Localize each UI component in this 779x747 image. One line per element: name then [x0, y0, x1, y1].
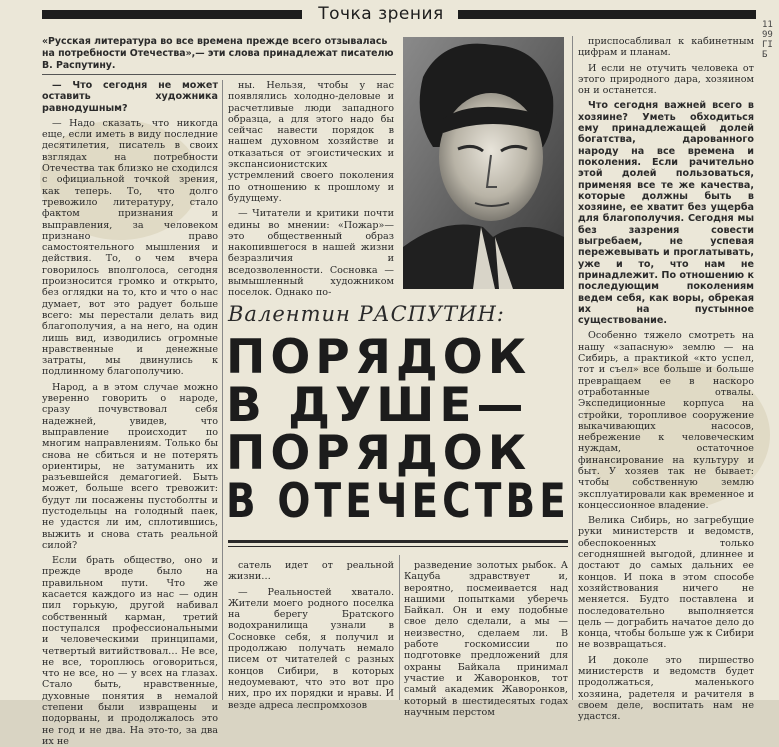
article-paragraph: — Реальностей хватало. Жители моего родного поселка на берегу Братского водохранилища узнали в Сосновке себя, я получил и продолжаю получать немало писем от читателей с разных концов Сибири, в которых недоумевают, что это вот про них, про их порядки и нравы. И везде адреса леспромхозов: [228, 586, 394, 711]
edge-margin-text: [762, 20, 773, 60]
article-paragraph: Велика Сибирь, но загребущие руки министерств и ведомств, обеспокоенных только сегодняшней выгодой, длиннее и достают до самых дальних ее концов. И пока в этом способе хозяйствования ничего не меняется. Будто поставлена и последовательно выполняется цель — дограбить начатое дело до конца, чтобы больше уж к Сибири не возвращаться.: [578, 515, 754, 651]
lead-in-quote: «Русская литература во все времена прежде всего отзывалась на потребности Отечества»,— эти слова принадлежат писателю В. Распутину.: [42, 36, 394, 71]
article-paragraph: сатель идет от реальной жизни…: [228, 560, 394, 583]
author-portrait-photo: [403, 37, 564, 289]
headline-rule-thin: [228, 546, 568, 547]
portrait-image: [403, 37, 564, 289]
article-paragraph: — Надо сказать, что никогда еще, если иметь в виду последние десятилетия, писатель в своих взглядах на потребности Отечества так близко не сходился с официальной точкой зрения, как теперь. То, что долго тревожило литературу, стало фактом признания и выправления, за человеком признано право самостоятельного мышления и действия. То, о чем вчера говорилось вполголоса, сегодня произносится громко и открыто, без оглядки на то, кто и что о нас думает, вот это радует больше всего: мы перестали делать вид благополучия, а на него, на один лишь вид, изводились огромные нравственные и денежные затраты, мы двинулись к подлинному благополучию.: [42, 117, 218, 378]
article-column-4: [578, 36, 754, 723]
lead-rule: [42, 74, 396, 75]
headline-line-2: В ДУШЕ—: [226, 378, 529, 433]
article-column-3: [404, 560, 568, 718]
headline-rule: [228, 540, 568, 543]
article-column-1: [42, 80, 218, 747]
section-title: Точка зрения: [318, 4, 444, 24]
article-column-2-bottom: [228, 560, 394, 711]
header-rule-right: [458, 10, 756, 19]
column-divider: [399, 555, 400, 700]
article-paragraph: приспосабливал к кабинетным цифрам и планам.: [578, 36, 754, 59]
article-paragraph: — Читатели и критики почти едины во мнении: «Пожар»— это общественный образ накопившегося в нашей жизни безразличия и вседозволенности. Сосновка — вымышленный художником поселок. Однако по-: [228, 208, 394, 299]
column-divider: [222, 80, 223, 700]
edge-digit: Б: [762, 50, 768, 60]
headline-line-1: ПОРЯДОК: [226, 330, 532, 385]
headline-line-3: ПОРЯДОК: [226, 426, 532, 481]
edge-digit: 99: [762, 30, 773, 40]
article-paragraph: И если не отучить человека от этого природного дара, хозяином он и останется.: [578, 62, 754, 97]
edge-digit: ГI: [762, 40, 773, 50]
article-paragraph: Особенно тяжело смотреть на нашу «запасную» землю — на Сибирь, а практикой «кто успел, тот и съел» все больше и больше превращаем ее в наскоро отработанные отвалы. Экспедиционные корпуса на стройки, торопливое сооружение выкачивающих насосов, небрежение к человеческим нуждам, остаточное финансирование на культуру и быт. У хозяев так не бывает: чтобы собственную землю эксплуатировали как временное и концессионное владение.: [578, 330, 754, 511]
author-byline: Валентин РАСПУТИН:: [228, 302, 505, 326]
article-paragraph: ны. Нельзя, чтобы у нас появлялись холодно-деловые и расчетливые люди западного образца, а для этого надо бы сейчас навести порядок в нашем духовном хозяйстве и отказаться от эгоистических и экспансионистских устремлений своего поколения по отношению к прошлому и будущему.: [228, 80, 394, 204]
edge-digit: 11: [762, 20, 773, 30]
article-column-2-top: [228, 80, 394, 299]
headline-line-4: В ОТЕЧЕСТВЕ: [226, 474, 570, 529]
article-paragraph: разведение золотых рыбок. А Кацуба здравствует и, вероятно, посмеивается над нашими попытками уберечь Байкал. Он и ему подобные свое дело сделали, а мы — неизвестно, сделаем ли. В работе госкомиссии по подготовке предложений для охраны Байкала принимал участие и Жаворонков, тот самый академик Жаворонков, который в шестидесятых годах научным перстом: [404, 560, 568, 718]
header-rule-left: [42, 10, 302, 19]
article-paragraph: Народ, а в этом случае можно уверенно говорить о народе, сразу почувствовал себя надежней, увидев, что выправление происходит по многим направлениям. Только бы снова не сбиться и не потерять ориентиры, не затуманить их разъевшейся демагогией. Быть может, больше всего тревожит: будут ли посажены пустоболты и пустодельцы на голодный паек, не удастся ли им, сплотившись, выжить и снова стать реальной силой?: [42, 381, 218, 551]
interview-question: Что сегодня важней всего в хозяине? Уметь обходиться ему принадлежащей долей богатства, дарованного народу на все времена и поколения. Если рачительно этой долей пользоваться, применяя все те же качества, которые должны быть в хозяине, ее хватит без ущерба для благополучия. Сегодня мы без зазрения совести выгребаем, не успевая пережевывать и проглатывать, уже и то, что нам не принадлежит. По отношению к последующим поколениям ведем себя, как воры, обрекая их на пустынное существование.: [578, 100, 754, 327]
interview-question: — Что сегодня не может оставить художника равнодушным?: [42, 80, 218, 114]
article-paragraph: Если брать общество, оно и прежде вроде было на правильном пути. Что же касается каждого из нас — один пил горькую, другой набивал собственный карман, третий поступался профессиональными и человеческими принципами, четвертый витийствовал… Не все, не все, тороплюсь оговориться, что не все, но — у всех на глазах. Стало быть, нравственные, духовные понятия в немалой степени были извращены и подорваны, и продолжалось это не год и не два. На это-то, за два их не: [42, 555, 218, 747]
article-paragraph: И доколе это пиршество министерств и ведомств будет продолжаться, маленького хозяина, радетеля и рачителя в своем деле, воспитать нам не удастся.: [578, 654, 754, 723]
column-divider: [572, 36, 573, 700]
